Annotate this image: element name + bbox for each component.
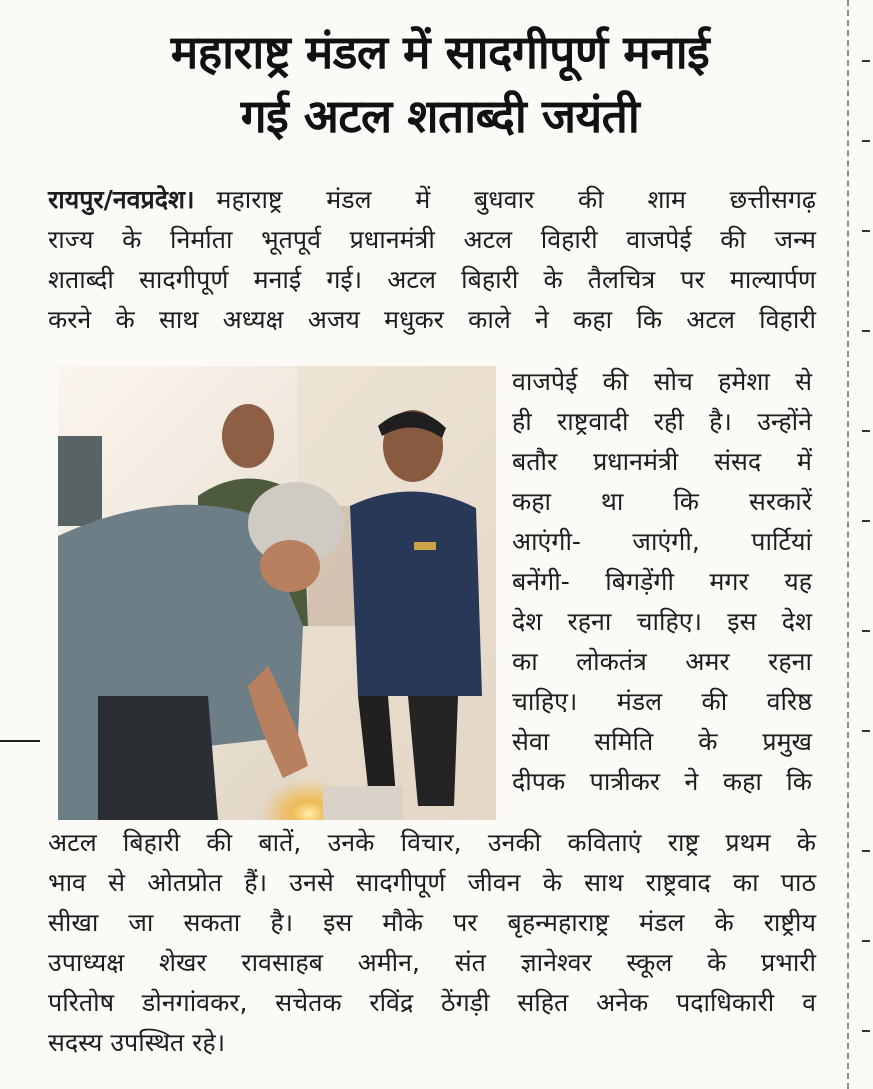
news-photo: [58, 366, 496, 820]
headline-line-2: गई अटल शताब्दी जयंती: [240, 89, 640, 143]
article-intro: [48, 180, 816, 340]
article-line-3: शताब्दी सादगीपूर्ण मनाई गई। अटल बिहारी के तैलचित्र पर माल्यार्पण: [48, 265, 816, 294]
bottom-line-3: सीखा जा सकता है। इस मौके पर बृहन्महाराष्ट्र मंडल के राष्ट्रीय: [48, 908, 816, 937]
dateline: रायपुर/नवप्रदेश।: [48, 185, 195, 214]
bottom-line-1: अटल बिहारी की बातें, उनके विचार, उनकी कविताएं राष्ट्र प्रथम के: [48, 828, 816, 857]
side-line-2: ही राष्ट्रवादी रही है। उन्होंने: [512, 407, 812, 436]
side-line-3: बतौर प्रधानमंत्री संसद में: [512, 447, 812, 476]
article-line-2: राज्य के निर्माता भूतपूर्व प्रधानमंत्री अटल विहारी वाजपेई की जन्म: [48, 225, 816, 254]
side-line-5: आएंगी- जाएंगी, पार्टियां: [512, 527, 812, 556]
side-line-7: देश रहना चाहिए। इस देश: [512, 607, 812, 636]
headline-line-1: महाराष्ट्र मंडल में सादगीपूर्ण मनाई: [170, 25, 710, 79]
side-line-4: कहा था कि सरकारें: [512, 487, 812, 516]
adjacent-column-edge-marks: [862, 0, 873, 1089]
side-line-10: सेवा समिति के प्रमुख: [512, 727, 812, 756]
bottom-line-6: सदस्य उपस्थित रहे।: [48, 1028, 226, 1057]
article-line-1: रायपुर/नवप्रदेश। महाराष्ट्र मंडल में बुधवार की शाम छत्तीसगढ़: [48, 185, 816, 214]
column-divider: [847, 0, 849, 1089]
bottom-line-5: परितोष डोनगांवकर, सचेतक रविंद्र ठेंगड़ी सहित अनेक पदाधिकारी व: [48, 988, 816, 1017]
side-line-9: चाहिए। मंडल की वरिष्ठ: [512, 687, 812, 716]
side-line-8: का लोकतंत्र अमर रहना: [512, 647, 812, 676]
side-line-1: वाजपेई की सोच हमेशा से: [512, 367, 812, 396]
bottom-line-4: उपाध्यक्ष शेखर रावसाहब अमीन, संत ज्ञानेश्वर स्कूल के प्रभारी: [48, 948, 816, 977]
side-line-6: बनेंगी- बिगड़ेंगी मगर यह: [512, 567, 812, 596]
article-line-4: करने के साथ अध्यक्ष अजय मधुकर काले ने कहा कि अटल विहारी: [48, 305, 816, 334]
article-side-column: [512, 362, 812, 802]
column-separator-dash: [0, 740, 40, 742]
article-continuation: [48, 823, 816, 1063]
bottom-line-2: भाव से ओतप्रोत हैं। उनसे सादगीपूर्ण जीवन के साथ राष्ट्रवाद का पाठ: [48, 868, 816, 897]
headline: [40, 20, 840, 148]
side-line-11: दीपक पात्रीकर ने कहा कि: [512, 767, 812, 796]
